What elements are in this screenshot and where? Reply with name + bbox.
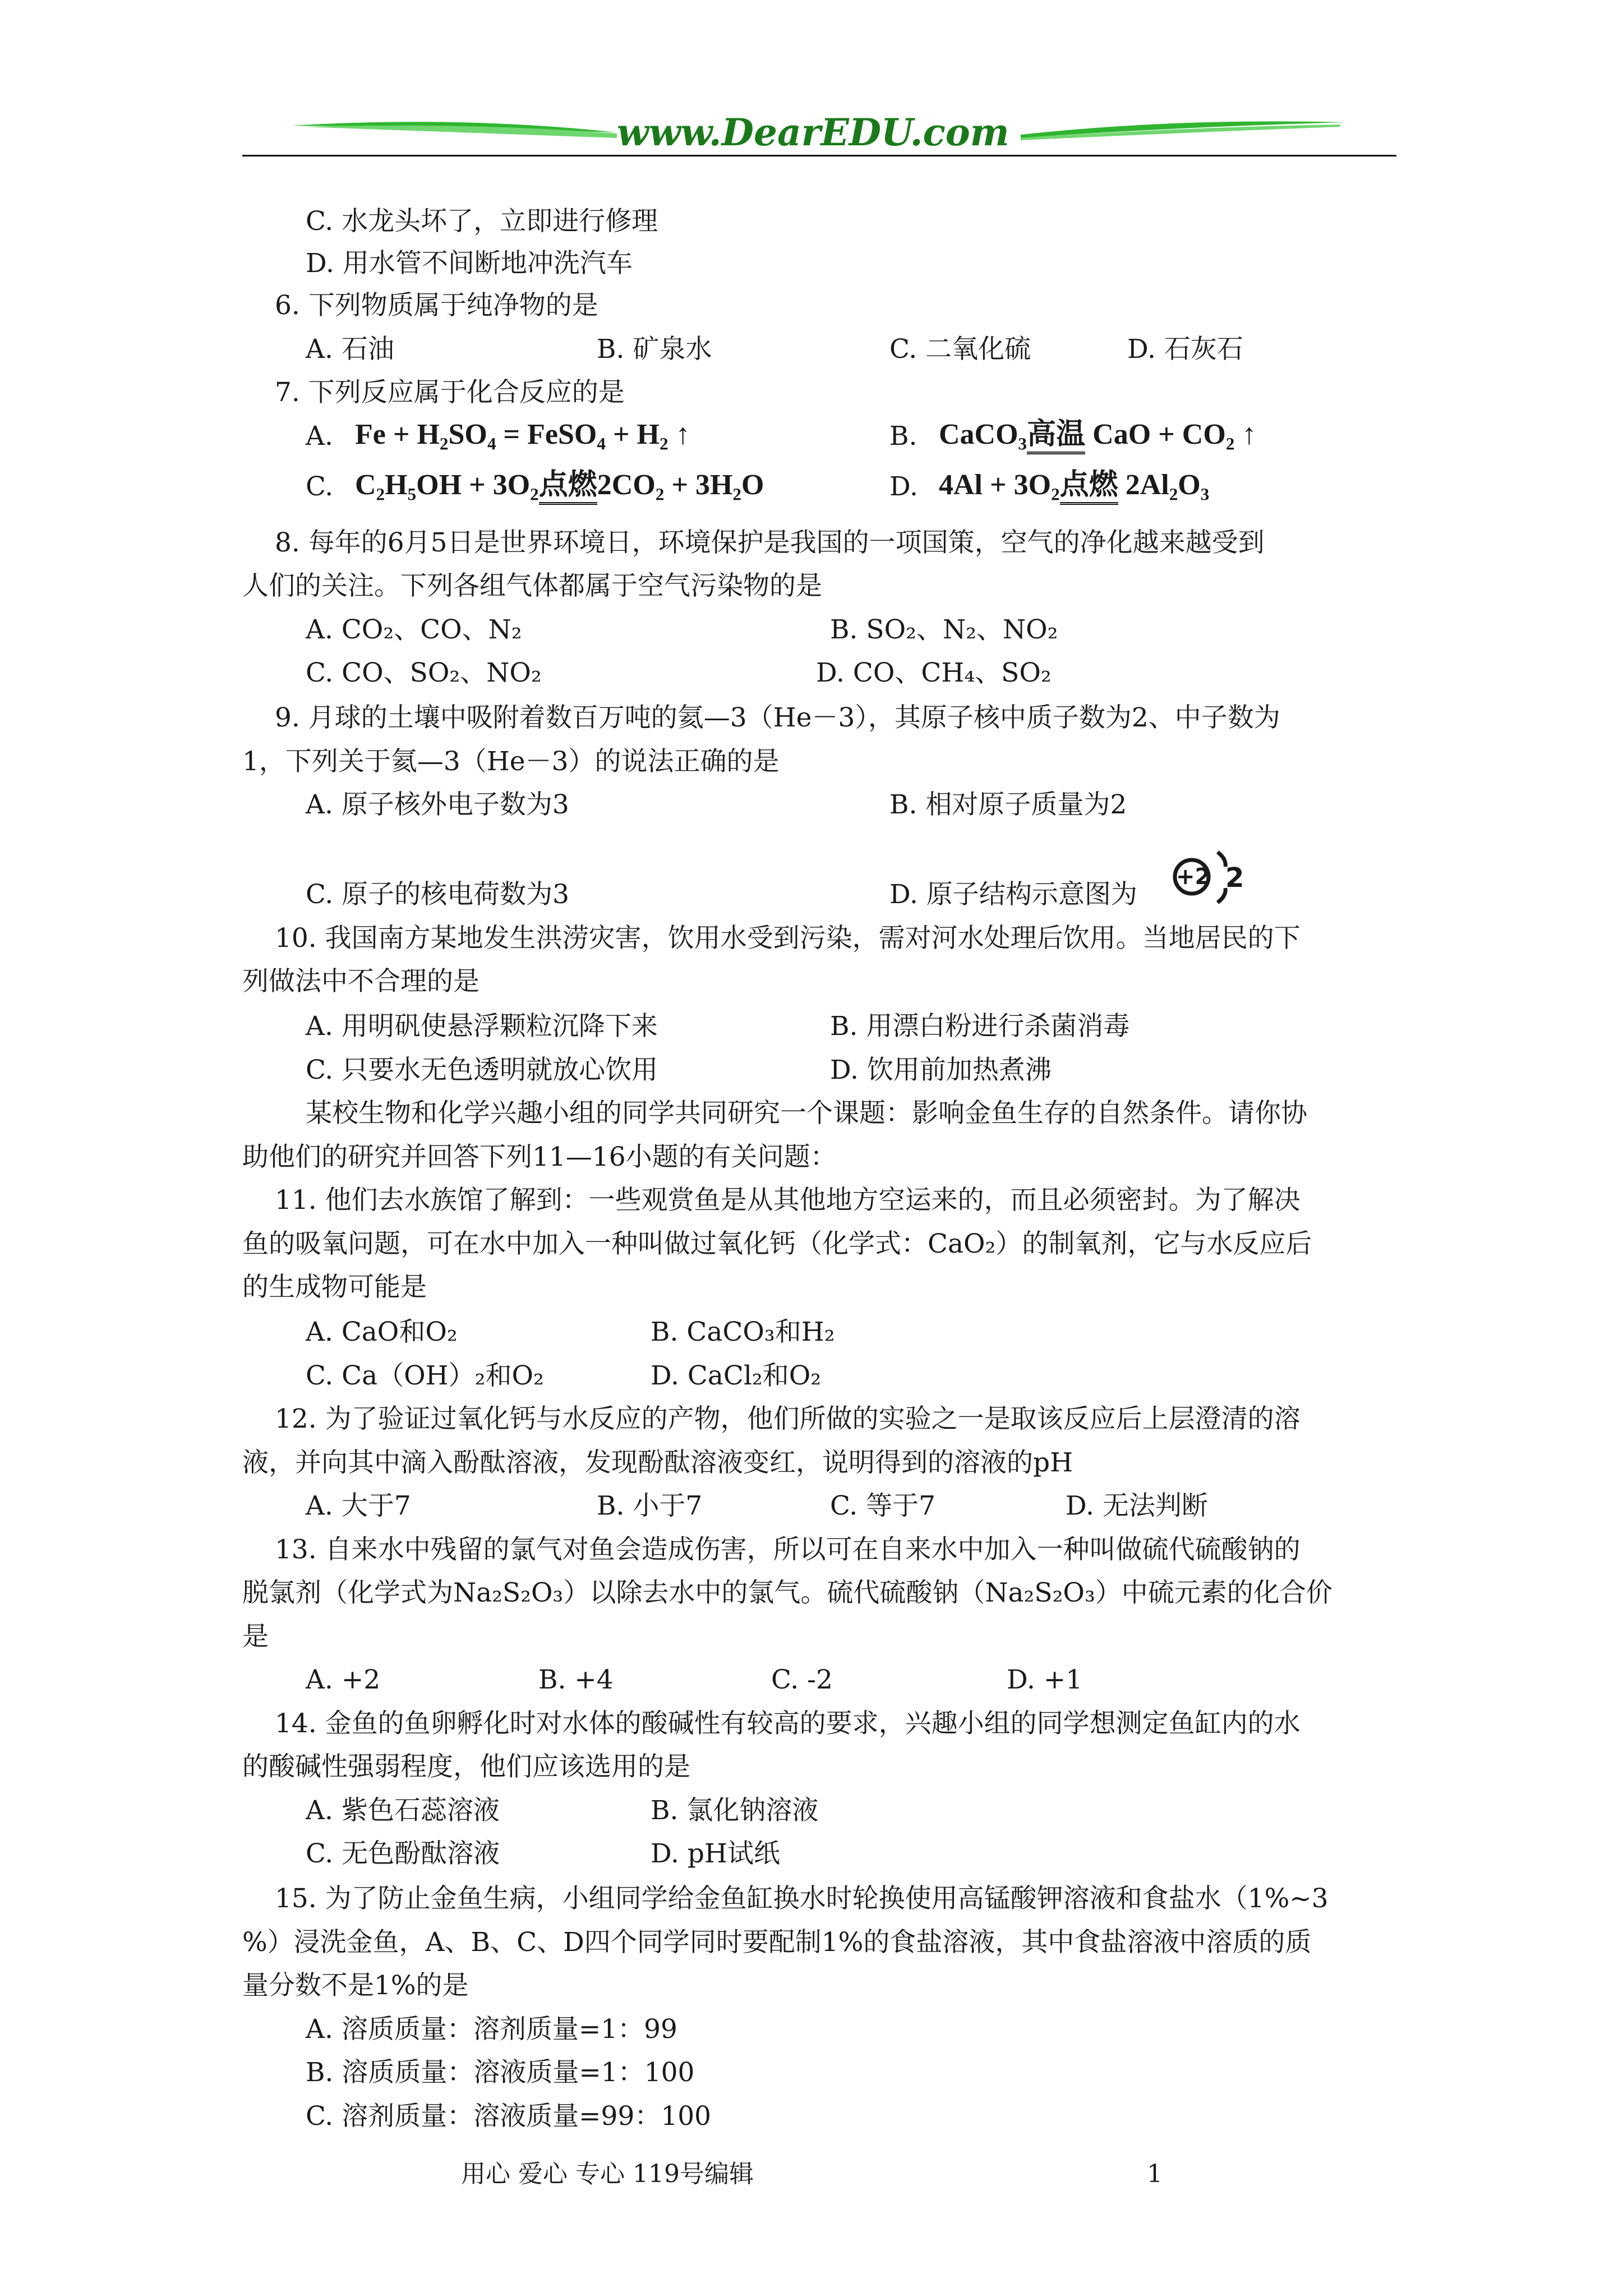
q9-stem-line2: 1，下列关于氦—3（He－3）的说法正确的是 xyxy=(242,746,780,777)
q14-option-b: B. 氯化钠溶液 xyxy=(651,1795,819,1826)
q13-option-c: C. -2 xyxy=(771,1664,833,1695)
q8-stem-line2: 人们的关注。下列各组气体都属于空气污染物的是 xyxy=(242,570,822,601)
q11-stem-line1: 11. 他们去水族馆了解到：一些观赏鱼是从其他地方空运来的，而且必须密封。为了解决 xyxy=(275,1185,1301,1216)
q15-option-b: B. 溶质质量：溶液质量=1：100 xyxy=(306,2057,695,2088)
q7c-condition: 点燃 xyxy=(539,469,597,505)
q13-option-d: D. +1 xyxy=(1007,1664,1083,1695)
q12-stem-line2: 液，并向其中滴入酚酞溶液，发现酚酞溶液变红，说明得到的溶液的pH xyxy=(242,1447,1073,1478)
q7c-product: 2CO₂ + 3H₂O xyxy=(597,469,764,501)
q7-option-d-label: D. xyxy=(889,471,918,502)
q14-stem-line2: 的酸碱性强弱程度，他们应该选用的是 xyxy=(242,1751,690,1782)
q7d-product: 2Al₂O₃ xyxy=(1125,469,1210,501)
q7b-condition: 高温 xyxy=(1027,418,1085,454)
q12-option-c: C. 等于7 xyxy=(830,1490,936,1521)
q10-option-b: B. 用漂白粉进行杀菌消毒 xyxy=(830,1011,1130,1042)
q13-stem-line2: 脱氯剂（化学式为Na₂S₂O₃）以除去水中的氯气。硫代硫酸钠（Na₂S₂O₃）中硫元素的化合价 xyxy=(242,1577,1332,1608)
q5-option-d: D. 用水管不间断地冲洗汽车 xyxy=(306,248,633,279)
q7-option-d-equation xyxy=(939,468,1209,502)
q6-option-a: A. 石油 xyxy=(306,334,394,365)
q10-option-a: A. 用明矾使悬浮颗粒沉降下来 xyxy=(306,1011,658,1042)
q8-option-a: A. CO₂、CO、N₂ xyxy=(306,614,522,645)
q6-option-c: C. 二氧化硫 xyxy=(889,334,1031,365)
q12-option-a: A. 大于7 xyxy=(306,1490,411,1521)
electron-shell-count: 2 xyxy=(1225,862,1244,894)
q9-option-d: D. 原子结构示意图为 xyxy=(889,879,1137,910)
q7-option-a-equation: Fe + H₂SO₄ = FeSO₄ + H₂ ↑ xyxy=(355,418,690,450)
atom-structure-diagram xyxy=(1169,844,1253,906)
nucleus-charge: +2 xyxy=(1176,864,1211,890)
q15-option-a: A. 溶质质量：溶剂质量=1：99 xyxy=(306,2014,677,2045)
q7-option-a-label: A. xyxy=(306,421,333,452)
q12-option-b: B. 小于7 xyxy=(597,1490,703,1521)
q7-option-c-label: C. xyxy=(306,471,334,502)
q13-option-a: A. +2 xyxy=(306,1664,381,1695)
q11-option-b: B. CaCO₃和H₂ xyxy=(651,1317,835,1347)
q7d-reactant: 4Al + 3O₂ xyxy=(939,469,1060,501)
q6-stem: 6. 下列物质属于纯净物的是 xyxy=(275,290,598,321)
q11-option-a: A. CaO和O₂ xyxy=(306,1317,458,1347)
q11-stem-line2: 鱼的吸氧问题，可在水中加入一种叫做过氧化钙（化学式：CaO₂）的制氧剂，它与水反应后 xyxy=(242,1228,1312,1259)
q12-stem-line1: 12. 为了验证过氧化钙与水反应的产物，他们所做的实验之一是取该反应后上层澄清的溶 xyxy=(275,1404,1301,1434)
q7-option-c-equation xyxy=(355,468,764,502)
q7-option-b-label: B. xyxy=(889,421,917,452)
q6-option-d: D. 石灰石 xyxy=(1127,334,1243,365)
q10-option-c: C. 只要水无色透明就放心饮用 xyxy=(306,1055,658,1085)
q5-option-c: C. 水龙头坏了，立即进行修理 xyxy=(306,206,658,237)
q15-stem-line2: %）浸洗金鱼，A、B、C、D四个同学同时要配制1%的食盐溶液，其中食盐溶液中溶质的质 xyxy=(242,1927,1312,1958)
q11-option-d: D. CaCl₂和O₂ xyxy=(651,1360,822,1391)
q7-option-b-equation xyxy=(939,418,1256,452)
site-url[interactable]: www.DearEDU.com xyxy=(617,111,1009,154)
q9-option-c: C. 原子的核电荷数为3 xyxy=(306,879,570,910)
q7b-product: CaO + CO₂ ↑ xyxy=(1092,418,1257,450)
q10-stem-line2: 列做法中不合理的是 xyxy=(242,966,479,997)
q15-stem-line3: 量分数不是1%的是 xyxy=(242,1970,469,2001)
page-number: 1 xyxy=(1147,2160,1163,2188)
q14-stem-line1: 14. 金鱼的鱼卵孵化时对水体的酸碱性有较高的要求，兴趣小组的同学想测定鱼缸内的水 xyxy=(275,1708,1301,1739)
q9-stem-line1: 9. 月球的土壤中吸附着数百万吨的氦—3（He－3），其原子核中质子数为2、中子数为 xyxy=(275,702,1280,733)
q15-option-c: C. 溶剂质量：溶液质量=99：100 xyxy=(306,2101,712,2132)
q13-option-b: B. +4 xyxy=(538,1664,614,1695)
group-intro-line2: 助他们的研究并回答下列11—16小题的有关问题： xyxy=(242,1142,837,1172)
q11-option-c: C. Ca（OH）₂和O₂ xyxy=(306,1360,544,1391)
q7d-condition: 点燃 xyxy=(1060,469,1118,505)
q9-option-b: B. 相对原子质量为2 xyxy=(889,789,1127,820)
q7c-reactant: C₂H₅OH + 3O₂ xyxy=(355,469,539,501)
q7b-reactant: CaCO₃ xyxy=(939,418,1027,450)
q14-option-a: A. 紫色石蕊溶液 xyxy=(306,1795,500,1826)
q14-option-c: C. 无色酚酞溶液 xyxy=(306,1838,500,1869)
q10-option-d: D. 饮用前加热煮沸 xyxy=(830,1055,1052,1085)
q10-stem-line1: 10. 我国南方某地发生洪涝灾害，饮用水受到污染，需对河水处理后饮用。当地居民的下 xyxy=(275,923,1301,954)
q9-option-a: A. 原子核外电子数为3 xyxy=(306,789,569,820)
q14-option-d: D. pH试纸 xyxy=(651,1838,780,1869)
q7-stem: 7. 下列反应属于化合反应的是 xyxy=(275,377,625,408)
footer-slogan: 用心 爱心 专心 119号编辑 xyxy=(461,2160,754,2188)
q8-option-c: C. CO、SO₂、NO₂ xyxy=(306,657,542,688)
q13-stem-line1: 13. 自来水中残留的氯气对鱼会造成伤害，所以可在自来水中加入一种叫做硫代硫酸钠的 xyxy=(275,1534,1301,1565)
q8-option-b: B. SO₂、N₂、NO₂ xyxy=(830,614,1058,645)
header-rule xyxy=(242,155,1396,157)
group-intro-line1: 某校生物和化学兴趣小组的同学共同研究一个课题：影响金鱼生存的自然条件。请你协 xyxy=(306,1098,1307,1129)
q13-stem-line3: 是 xyxy=(242,1621,269,1652)
q15-stem-line1: 15. 为了防止金鱼生病，小组同学给金鱼缸换水时轮换使用高锰酸钾溶液和食盐水（1%~3 xyxy=(275,1883,1329,1914)
q8-stem-line1: 8. 每年的6月5日是世界环境日，环境保护是我国的一项国策，空气的净化越来越受到 xyxy=(275,527,1265,558)
q6-option-b: B. 矿泉水 xyxy=(597,334,712,365)
q8-option-d: D. CO、CH₄、SO₂ xyxy=(816,657,1052,688)
q12-option-d: D. 无法判断 xyxy=(1066,1490,1208,1521)
q11-stem-line3: 的生成物可能是 xyxy=(242,1272,427,1303)
